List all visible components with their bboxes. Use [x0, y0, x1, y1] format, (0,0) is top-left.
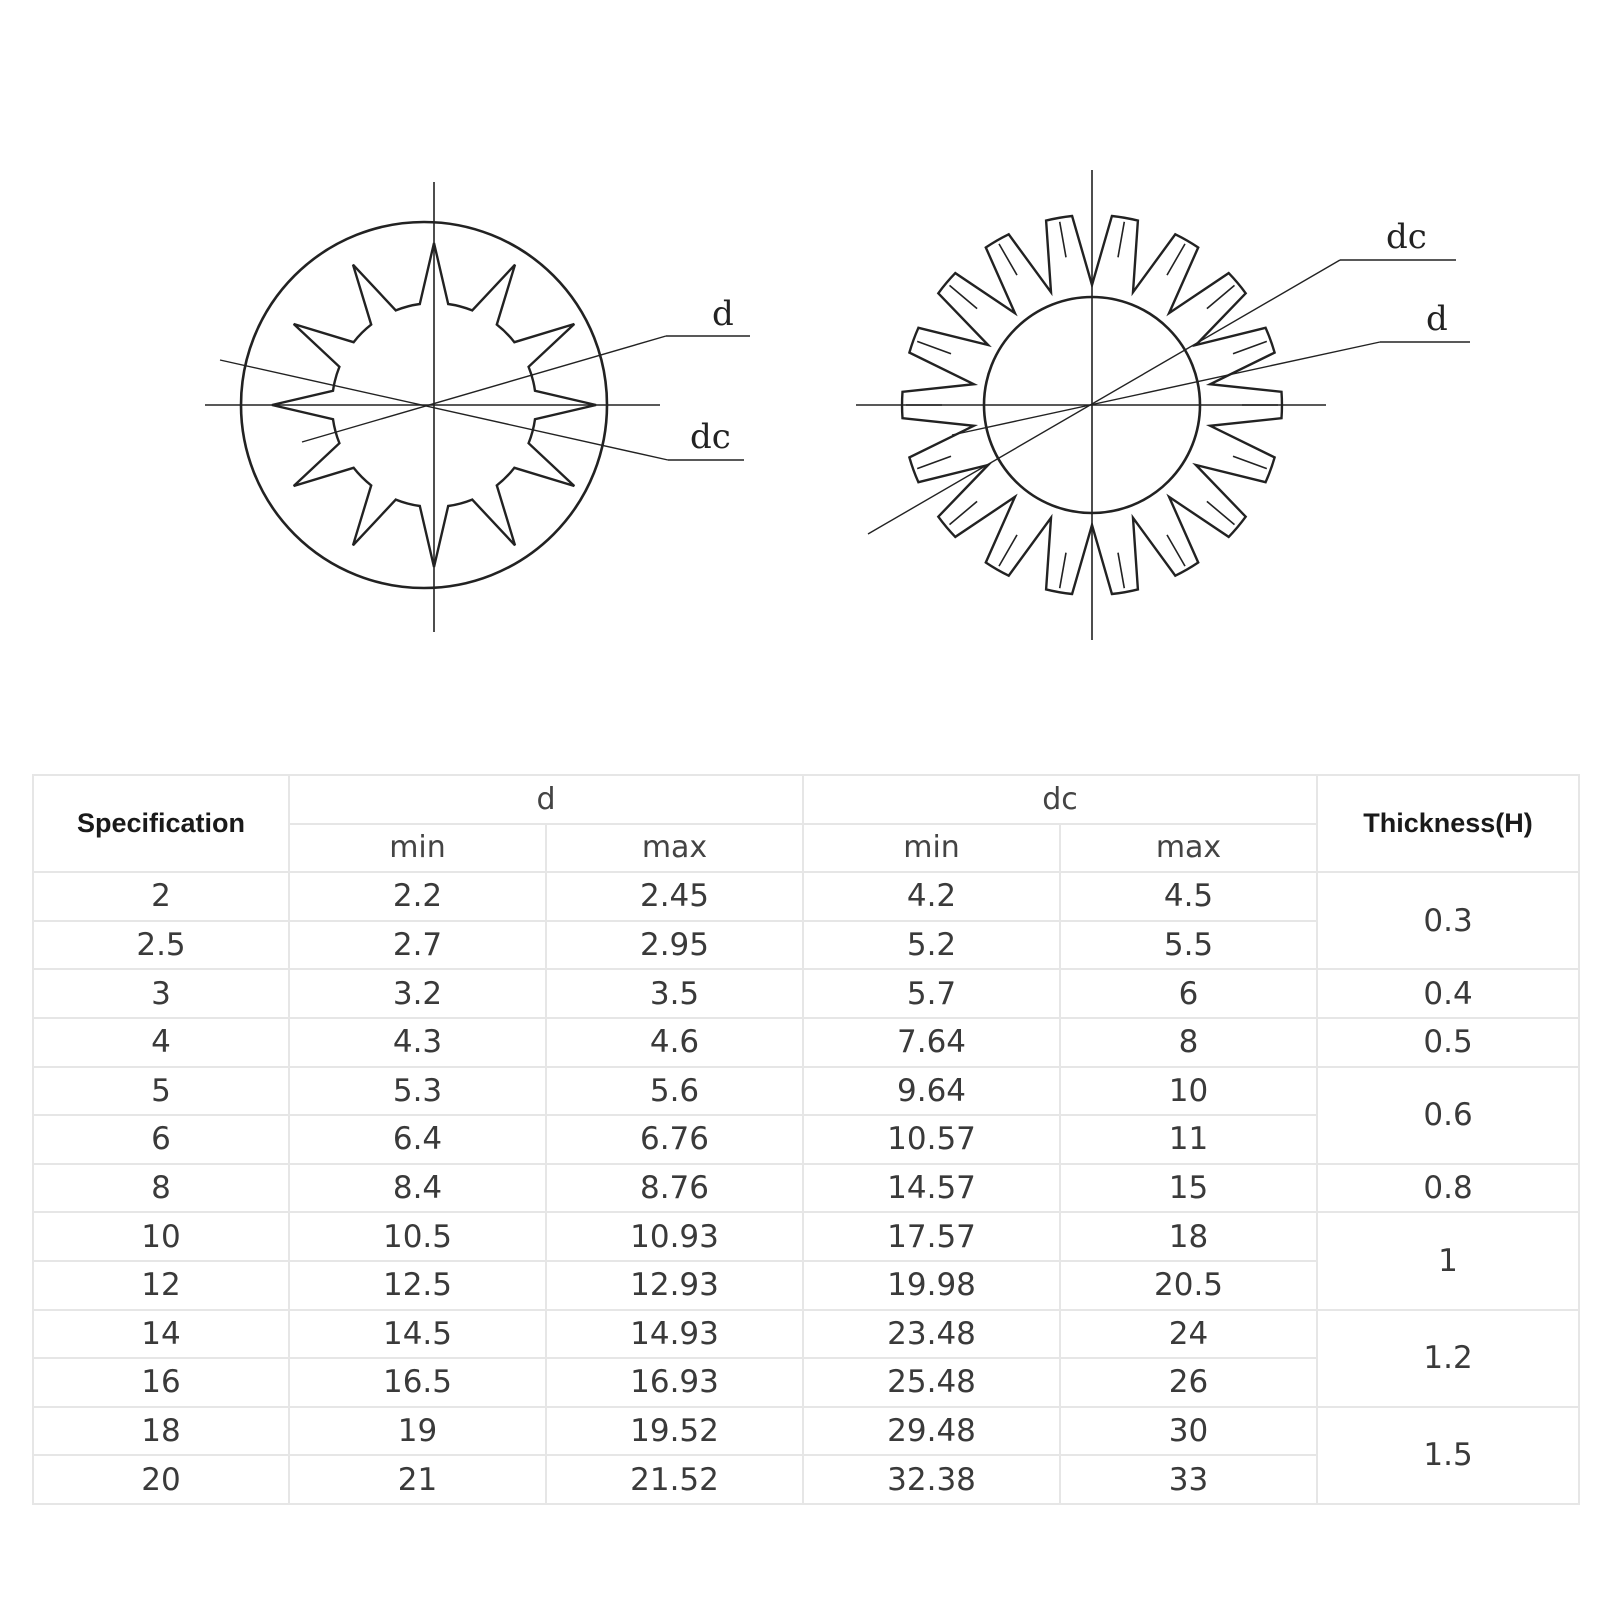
cell-dc-min: 14.57: [803, 1164, 1060, 1213]
cell-dc-max: 5.5: [1060, 921, 1317, 970]
cell-dc-max: 10: [1060, 1067, 1317, 1116]
cell-d-max: 3.5: [546, 969, 803, 1018]
external-tooth-washer-figure: [856, 170, 1470, 640]
table-row: [33, 969, 1579, 1018]
cell-spec: 5: [33, 1067, 289, 1116]
left-leader-dc: [220, 360, 668, 460]
cell-dc-min: 29.48: [803, 1407, 1060, 1456]
table-row: [33, 1310, 1579, 1359]
right-label-dc: dc: [1386, 217, 1427, 257]
cell-d-min: 21: [289, 1455, 546, 1504]
header-d-max: max: [546, 824, 803, 873]
cell-d-min: 14.5: [289, 1310, 546, 1359]
cell-dc-max: 26: [1060, 1358, 1317, 1407]
cell-dc-min: 4.2: [803, 872, 1060, 921]
right-tooth-face-line: [1167, 535, 1185, 566]
cell-dc-min: 5.7: [803, 969, 1060, 1018]
right-tooth-face-line: [950, 285, 978, 308]
cell-spec: 16: [33, 1358, 289, 1407]
table-row: [33, 1407, 1579, 1456]
cell-d-min: 4.3: [289, 1018, 546, 1067]
right-leader-dc: [868, 260, 1340, 534]
cell-spec: 2: [33, 872, 289, 921]
left-label-d: d: [712, 294, 734, 334]
cell-dc-min: 32.38: [803, 1455, 1060, 1504]
cell-dc-max: 11: [1060, 1115, 1317, 1164]
cell-dc-min: 9.64: [803, 1067, 1060, 1116]
cell-thickness: 0.3: [1317, 872, 1579, 969]
cell-dc-max: 18: [1060, 1212, 1317, 1261]
cell-dc-min: 19.98: [803, 1261, 1060, 1310]
cell-spec: 20: [33, 1455, 289, 1504]
right-tooth-face-line: [1060, 553, 1066, 589]
cell-d-max: 8.76: [546, 1164, 803, 1213]
cell-dc-max: 30: [1060, 1407, 1317, 1456]
right-tooth-face-line: [1233, 456, 1267, 468]
cell-d-min: 2.7: [289, 921, 546, 970]
right-tooth-face-line: [917, 341, 951, 353]
cell-d-max: 6.76: [546, 1115, 803, 1164]
cell-spec: 3: [33, 969, 289, 1018]
cell-spec: 6: [33, 1115, 289, 1164]
cell-thickness: 0.5: [1317, 1018, 1579, 1067]
cell-d-max: 2.45: [546, 872, 803, 921]
cell-thickness: 0.6: [1317, 1067, 1579, 1164]
cell-spec: 10: [33, 1212, 289, 1261]
washer-drawings: [0, 0, 1600, 720]
cell-thickness: 1.2: [1317, 1310, 1579, 1407]
right-tooth-face-line: [1060, 222, 1066, 257]
cell-spec: 4: [33, 1018, 289, 1067]
cell-thickness: 1: [1317, 1212, 1579, 1309]
cell-d-max: 14.93: [546, 1310, 803, 1359]
cell-dc-max: 6: [1060, 969, 1317, 1018]
cell-d-min: 12.5: [289, 1261, 546, 1310]
right-tooth-face-line: [1118, 553, 1124, 589]
right-label-d: d: [1426, 299, 1448, 339]
cell-spec: 2.5: [33, 921, 289, 970]
right-tooth-face-line: [1167, 244, 1185, 275]
dimension-table: [32, 774, 1580, 1505]
cell-spec: 14: [33, 1310, 289, 1359]
internal-tooth-washer-figure: [205, 182, 750, 632]
cell-d-min: 6.4: [289, 1115, 546, 1164]
table-row: [33, 1018, 1579, 1067]
right-tooth-face-line: [917, 456, 951, 468]
cell-dc-max: 24: [1060, 1310, 1317, 1359]
table-row: [33, 1067, 1579, 1116]
cell-d-max: 10.93: [546, 1212, 803, 1261]
right-tooth-face-line: [1233, 341, 1267, 353]
header-thickness: Thickness(H): [1317, 775, 1579, 872]
cell-spec: 12: [33, 1261, 289, 1310]
header-dc-max: max: [1060, 824, 1317, 873]
cell-dc-max: 8: [1060, 1018, 1317, 1067]
cell-d-max: 19.52: [546, 1407, 803, 1456]
table-row: [33, 1212, 1579, 1261]
cell-d-min: 5.3: [289, 1067, 546, 1116]
cell-thickness: 0.4: [1317, 969, 1579, 1018]
cell-dc-max: 33: [1060, 1455, 1317, 1504]
cell-d-min: 19: [289, 1407, 546, 1456]
cell-dc-min: 23.48: [803, 1310, 1060, 1359]
cell-dc-min: 5.2: [803, 921, 1060, 970]
table-row: [33, 1164, 1579, 1213]
cell-d-min: 2.2: [289, 872, 546, 921]
right-tooth-face-line: [950, 501, 978, 524]
cell-dc-max: 15: [1060, 1164, 1317, 1213]
header-dc: dc: [803, 775, 1317, 824]
right-tooth-face-line: [999, 244, 1017, 275]
left-label-dc: dc: [690, 417, 731, 457]
cell-d-max: 12.93: [546, 1261, 803, 1310]
cell-dc-max: 4.5: [1060, 872, 1317, 921]
cell-d-min: 10.5: [289, 1212, 546, 1261]
cell-d-max: 21.52: [546, 1455, 803, 1504]
right-tooth-face-line: [999, 535, 1017, 566]
header-specification: Specification: [33, 775, 289, 872]
cell-spec: 18: [33, 1407, 289, 1456]
cell-d-max: 5.6: [546, 1067, 803, 1116]
left-leader-d: [302, 336, 666, 442]
cell-dc-min: 25.48: [803, 1358, 1060, 1407]
cell-dc-min: 10.57: [803, 1115, 1060, 1164]
cell-dc-max: 20.5: [1060, 1261, 1317, 1310]
cell-d-min: 3.2: [289, 969, 546, 1018]
cell-spec: 8: [33, 1164, 289, 1213]
right-tooth-face-line: [1118, 222, 1124, 257]
cell-dc-min: 17.57: [803, 1212, 1060, 1261]
cell-thickness: 1.5: [1317, 1407, 1579, 1504]
header-dc-min: min: [803, 824, 1060, 873]
cell-dc-min: 7.64: [803, 1018, 1060, 1067]
cell-d-min: 16.5: [289, 1358, 546, 1407]
table-row: [33, 872, 1579, 921]
cell-d-max: 16.93: [546, 1358, 803, 1407]
cell-d-max: 2.95: [546, 921, 803, 970]
header-d-min: min: [289, 824, 546, 873]
cell-d-min: 8.4: [289, 1164, 546, 1213]
cell-thickness: 0.8: [1317, 1164, 1579, 1213]
header-d: d: [289, 775, 803, 824]
right-tooth-face-line: [1207, 501, 1235, 524]
right-tooth-face-line: [1207, 285, 1235, 308]
cell-d-max: 4.6: [546, 1018, 803, 1067]
right-leader-d: [952, 342, 1380, 435]
